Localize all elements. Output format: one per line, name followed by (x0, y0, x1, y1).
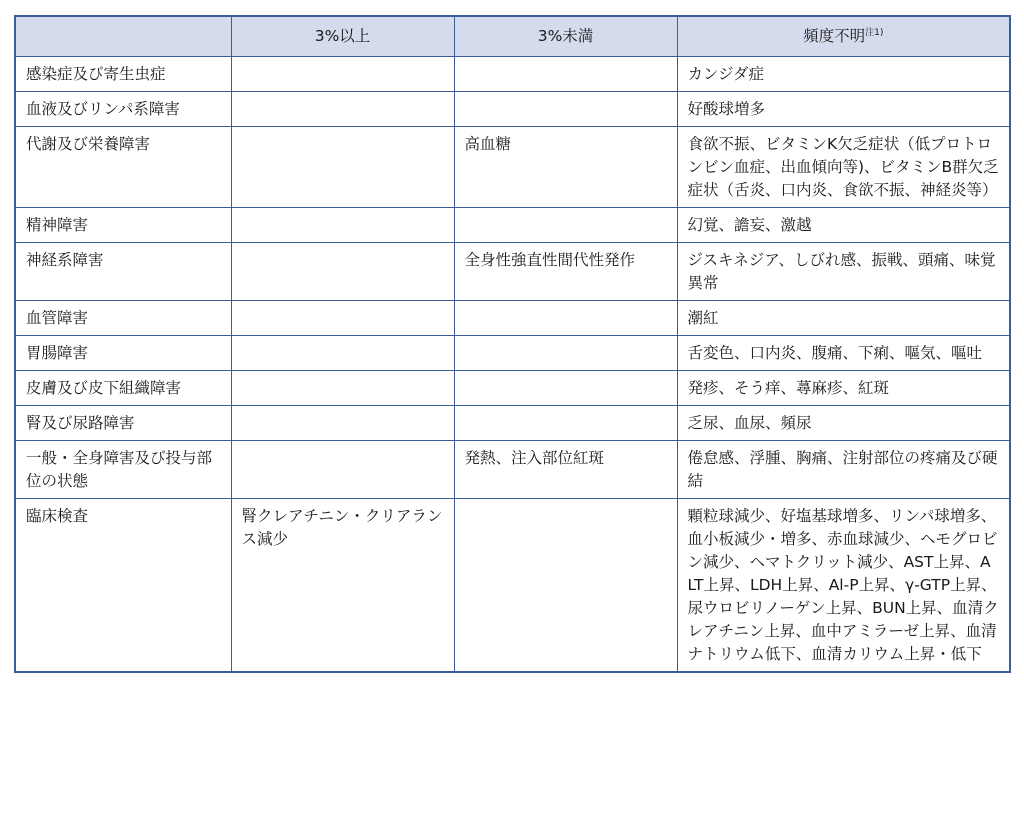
header-category (15, 16, 231, 57)
row-category: 臨床検査 (15, 499, 231, 673)
table-row (15, 406, 1010, 441)
row-category: 精神障害 (15, 208, 231, 243)
table-row (15, 371, 1010, 406)
table-row (15, 441, 1010, 499)
row-category: 神経系障害 (15, 243, 231, 301)
table-body (15, 57, 1010, 673)
row-category: 胃腸障害 (15, 336, 231, 371)
row-under-3pct (454, 499, 677, 673)
table-row (15, 92, 1010, 127)
row-under-3pct (454, 92, 677, 127)
table-row (15, 208, 1010, 243)
row-frequency-unknown: 潮紅 (677, 301, 1010, 336)
row-frequency-unknown: 顆粒球減少、好塩基球増多、リンパ球増多、血小板減少・増多、赤血球減少、ヘモグロビン減少、ヘマトクリット減少、AST上昇、ALT上昇、LDH上昇、Al-P上昇、γ-GTP上昇、尿ウロビリノーゲン上昇、BUN上昇、血清クレアチニン上昇、血中アミラーゼ上昇、血清ナトリウム低下、血清カリウム上昇・低下 (677, 499, 1010, 673)
table-row (15, 301, 1010, 336)
row-3pct-or-more (231, 208, 454, 243)
header-under-3pct: 3%未満 (454, 16, 677, 57)
row-under-3pct (454, 57, 677, 92)
row-category: 腎及び尿路障害 (15, 406, 231, 441)
row-3pct-or-more (231, 371, 454, 406)
row-under-3pct (454, 336, 677, 371)
table-row (15, 499, 1010, 673)
row-3pct-or-more (231, 243, 454, 301)
footnote-marker: 注1) (865, 27, 884, 38)
table-row (15, 243, 1010, 301)
table-row (15, 127, 1010, 208)
row-frequency-unknown: 倦怠感、浮腫、胸痛、注射部位の疼痛及び硬結 (677, 441, 1010, 499)
table-header (15, 16, 1010, 57)
row-frequency-unknown: カンジダ症 (677, 57, 1010, 92)
row-3pct-or-more (231, 92, 454, 127)
row-under-3pct (454, 406, 677, 441)
header-frequency-unknown-label: 頻度不明 (803, 27, 866, 45)
row-frequency-unknown: 食欲不振、ビタミンK欠乏症状（低プロトロンビン血症、出血傾向等)、ビタミンB群欠乏症状（舌炎、口内炎、食欲不振、神経炎等） (677, 127, 1010, 208)
table-row (15, 57, 1010, 92)
row-under-3pct: 発熱、注入部位紅斑 (454, 441, 677, 499)
row-frequency-unknown: 乏尿、血尿、頻尿 (677, 406, 1010, 441)
row-category: 代謝及び栄養障害 (15, 127, 231, 208)
row-category: 皮膚及び皮下組織障害 (15, 371, 231, 406)
row-3pct-or-more (231, 301, 454, 336)
header-3pct-or-more: 3%以上 (231, 16, 454, 57)
row-category: 血管障害 (15, 301, 231, 336)
row-3pct-or-more (231, 57, 454, 92)
row-category: 血液及びリンパ系障害 (15, 92, 231, 127)
row-3pct-or-more: 腎クレアチニン・クリアランス減少 (231, 499, 454, 673)
row-3pct-or-more (231, 441, 454, 499)
row-category: 感染症及び寄生虫症 (15, 57, 231, 92)
row-under-3pct (454, 208, 677, 243)
adverse-events-table (14, 15, 1011, 673)
row-frequency-unknown: 発疹、そう痒、蕁麻疹、紅斑 (677, 371, 1010, 406)
row-under-3pct (454, 371, 677, 406)
header-frequency-unknown (677, 16, 1010, 57)
row-frequency-unknown: 舌変色、口内炎、腹痛、下痢、嘔気、嘔吐 (677, 336, 1010, 371)
row-3pct-or-more (231, 406, 454, 441)
row-frequency-unknown: 幻覚、譫妄、激越 (677, 208, 1010, 243)
table-row (15, 336, 1010, 371)
row-under-3pct: 高血糖 (454, 127, 677, 208)
row-frequency-unknown: 好酸球増多 (677, 92, 1010, 127)
header-row (15, 16, 1010, 57)
row-under-3pct: 全身性強直性間代性発作 (454, 243, 677, 301)
row-3pct-or-more (231, 127, 454, 208)
row-3pct-or-more (231, 336, 454, 371)
row-under-3pct (454, 301, 677, 336)
row-frequency-unknown: ジスキネジア、しびれ感、振戦、頭痛、味覚異常 (677, 243, 1010, 301)
row-category: 一般・全身障害及び投与部位の状態 (15, 441, 231, 499)
